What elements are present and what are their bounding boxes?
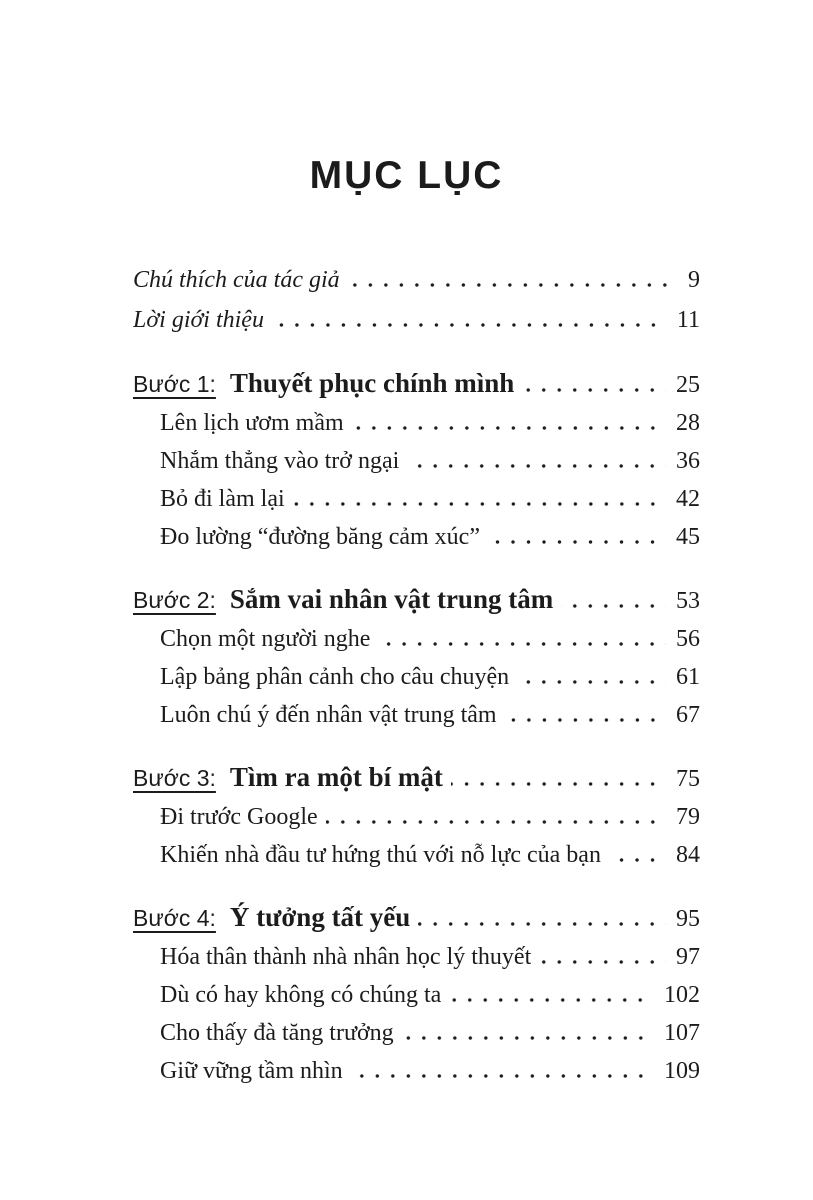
toc-entry-label: Lập bảng phân cảnh cho câu chuyện [160, 664, 510, 690]
toc-entry-label: Chú thích của tác giả [133, 267, 340, 293]
toc-entry-page: 102 [664, 982, 700, 1008]
page-title: MỤC LỤC [309, 154, 504, 197]
toc-section-page: 75 [676, 766, 700, 792]
toc-sections [133, 362, 700, 1090]
dotted-leader [449, 998, 654, 1002]
toc-entry-label: Lời giới thiệu [133, 307, 264, 333]
toc-section [133, 756, 700, 874]
step-label: Bước 3: [133, 765, 216, 791]
toc-entry-label: Nhắm thẳng vào trở ngại [160, 448, 400, 474]
toc-entry [133, 404, 700, 442]
toc [133, 260, 700, 1090]
dotted-leader [352, 426, 666, 430]
toc-entry [133, 260, 700, 300]
dotted-leader [326, 820, 666, 824]
toc-entry-page: 67 [676, 702, 700, 728]
toc-entry [133, 658, 700, 696]
toc-section-heading [133, 756, 700, 798]
toc-entry-page: 45 [676, 524, 700, 550]
toc-section-page: 53 [676, 588, 700, 614]
toc-section-page: 25 [676, 372, 700, 398]
dotted-leader [402, 1036, 654, 1040]
toc-section-title: Sắm vai nhân vật trung tâm [229, 584, 554, 614]
dotted-leader [348, 283, 678, 287]
dotted-leader [293, 502, 666, 506]
toc-entry [133, 836, 700, 874]
toc-entry [133, 798, 700, 836]
step-label: Bước 2: [133, 587, 216, 613]
toc-section-title: Ý tưởng tất yếu [229, 902, 411, 932]
toc-entry-label: Cho thấy đà tăng trưởng [160, 1020, 394, 1046]
toc-entry [133, 1014, 700, 1052]
toc-entry [133, 976, 700, 1014]
toc-entry-label: Hóa thân thành nhà nhân học lý thuyết [160, 944, 532, 970]
toc-section-page: 95 [676, 906, 700, 932]
toc-entry-page: 79 [676, 804, 700, 830]
toc-entry-page: 107 [664, 1020, 700, 1046]
dotted-leader [539, 960, 666, 964]
toc-entry-label: Đo lường “đường băng cảm xúc” [160, 524, 480, 550]
toc-entry-label: Khiến nhà đầu tư hứng thú với nỗ lực của bạn [160, 842, 601, 868]
toc-section [133, 362, 700, 556]
toc-entry [133, 938, 700, 976]
toc-entry-page: 42 [676, 486, 700, 512]
dotted-leader [378, 642, 666, 646]
dotted-leader [517, 680, 666, 684]
toc-entry-label: Bỏ đi làm lại [160, 486, 285, 512]
dotted-leader [272, 323, 667, 327]
toc-entry-page: 9 [688, 267, 700, 293]
toc-entry [133, 1052, 700, 1090]
dotted-leader [488, 540, 666, 544]
toc-front-matter [133, 260, 700, 340]
toc-section-heading [133, 578, 700, 620]
toc-entry [133, 696, 700, 734]
toc-entry-label: Luôn chú ý đến nhân vật trung tâm [160, 702, 497, 728]
dotted-leader [522, 388, 666, 392]
dotted-leader [561, 604, 666, 608]
toc-entry-page: 28 [676, 410, 700, 436]
toc-entry-page: 56 [676, 626, 700, 652]
toc-section-title: Tìm ra một bí mật [229, 762, 443, 792]
toc-section [133, 896, 700, 1090]
dotted-leader [609, 858, 666, 862]
toc-entry-label: Dù có hay không có chúng ta [160, 982, 442, 1008]
toc-section-heading [133, 362, 700, 404]
dotted-leader [451, 782, 666, 786]
toc-entry-page: 109 [664, 1058, 700, 1084]
step-label: Bước 1: [133, 371, 216, 397]
toc-entry-label: Đi trước Google [160, 804, 318, 830]
toc-entry-page: 84 [676, 842, 700, 868]
toc-entry-page: 36 [676, 448, 700, 474]
toc-entry [133, 300, 700, 340]
toc-entry-page: 97 [676, 944, 700, 970]
dotted-leader [505, 718, 666, 722]
dotted-leader [351, 1074, 654, 1078]
toc-entry [133, 518, 700, 556]
toc-section-heading [133, 896, 700, 938]
toc-entry [133, 480, 700, 518]
toc-entry-page: 11 [676, 307, 700, 333]
toc-entry-page: 61 [676, 664, 700, 690]
toc-section-title: Thuyết phục chính mình [229, 368, 515, 398]
toc-entry-label: Giữ vững tầm nhìn [160, 1058, 343, 1084]
step-label: Bước 4: [133, 905, 216, 931]
dotted-leader [418, 922, 666, 926]
toc-entry-label: Lên lịch ươm mầm [160, 410, 344, 436]
toc-entry-label: Chọn một người nghe [160, 626, 371, 652]
toc-entry [133, 442, 700, 480]
toc-entry [133, 620, 700, 658]
toc-section [133, 578, 700, 734]
dotted-leader [407, 464, 666, 468]
